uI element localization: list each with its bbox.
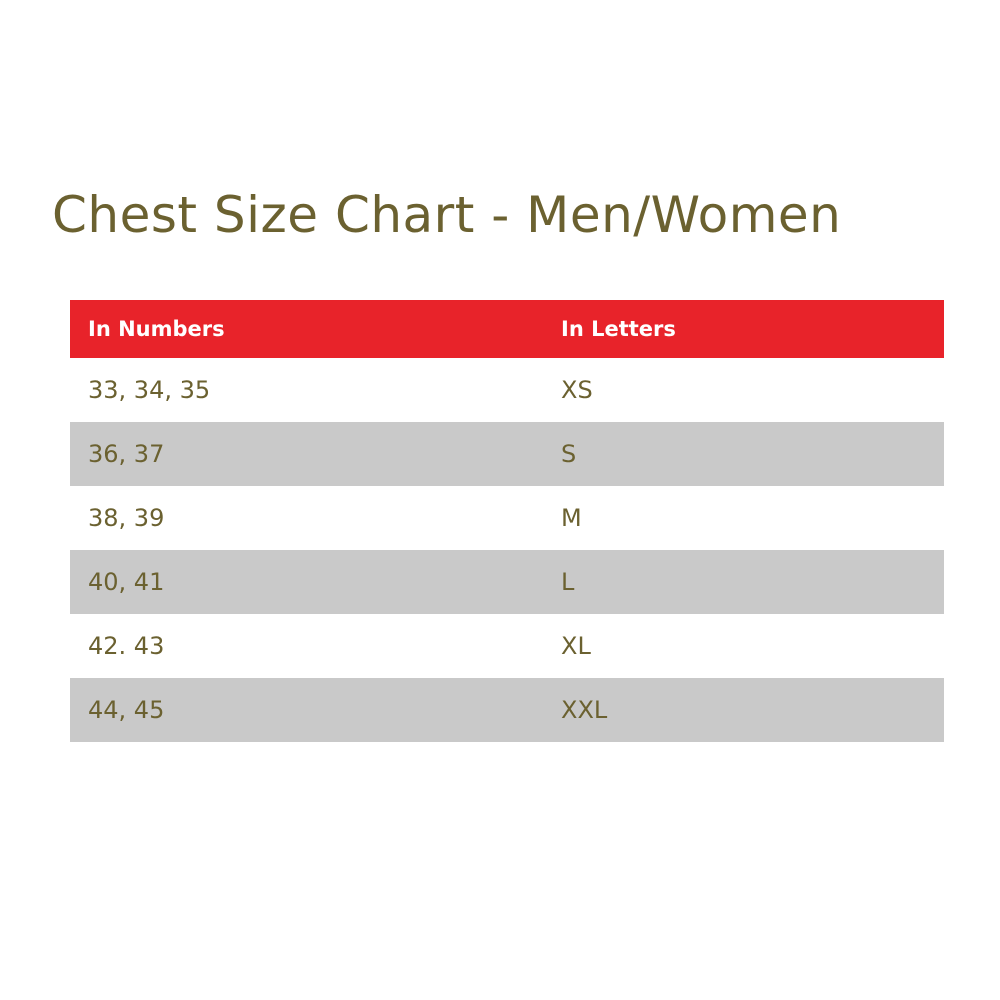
cell-letters: L: [543, 550, 944, 614]
table-row: [70, 486, 944, 550]
cell-numbers: 44, 45: [70, 678, 543, 742]
table-row: [70, 678, 944, 742]
chest-size-table: [70, 300, 944, 742]
page-title: Chest Size Chart - Men/Women: [52, 186, 842, 244]
cell-numbers: 36, 37: [70, 422, 543, 486]
cell-letters: XS: [543, 358, 944, 422]
table-header-row: [70, 300, 944, 358]
column-header-in-numbers: In Numbers: [70, 300, 543, 358]
cell-letters: XXL: [543, 678, 944, 742]
cell-numbers: 33, 34, 35: [70, 358, 543, 422]
table-header: [70, 300, 944, 358]
cell-letters: XL: [543, 614, 944, 678]
table-row: [70, 614, 944, 678]
table-body: [70, 358, 944, 742]
cell-letters: M: [543, 486, 944, 550]
cell-numbers: 38, 39: [70, 486, 543, 550]
cell-numbers: 40, 41: [70, 550, 543, 614]
table-row: [70, 550, 944, 614]
column-header-in-letters: In Letters: [543, 300, 944, 358]
cell-letters: S: [543, 422, 944, 486]
table-row: [70, 422, 944, 486]
table-row: [70, 358, 944, 422]
cell-numbers: 42. 43: [70, 614, 543, 678]
